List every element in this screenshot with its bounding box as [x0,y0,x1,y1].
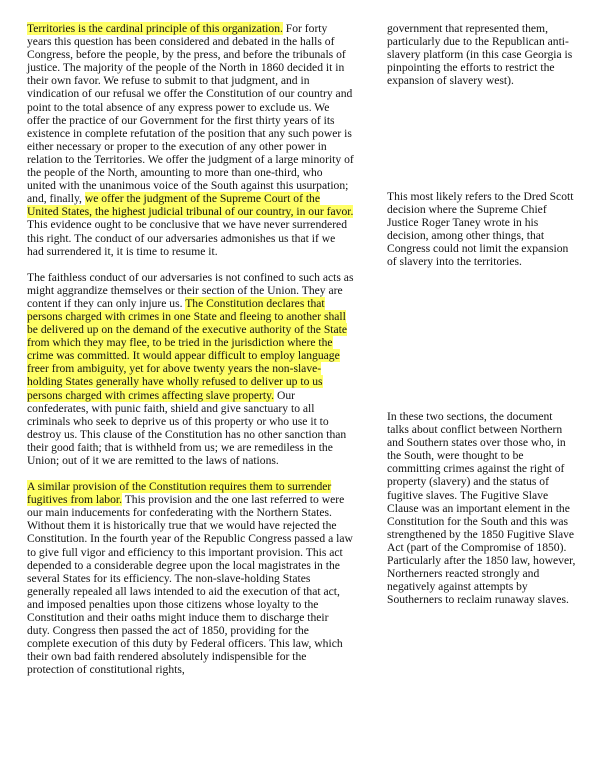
margin-note-2 [387,190,577,269]
text-run: The faithless conduct of our adversaries is not confined to such acts as might aggrandize themselves or their section of the Union. They are content if they can only injure us. [27,270,354,310]
text-run: For forty years this question has been considered and debated in the halls of Congress, before the people, by the press, and before the tribunals of justice. The majority of the people of the North in 1860 decided it in their own favor. We refuse to submit to that judgment, and in vindication of our refusal we offer the Constitution of our country and point to the total absence of any express power to exclude us. We offer the practice of our Government for the first thirty years of its existence in complete refutation of the position that any such power is either necessary or proper to the execution of any other power in relation to the Territories. We offer the judgment of a large minority of the people of the North, amounting to more than one-third, who united with the unanimous voice of the South against this usurpation; and, finally, [27,22,354,206]
text-run: The Constitution declares that persons charged with crimes in one State and fleeing to another shall be delivered up on the demand of the executive authority of the State from which they may flee, to be tried in the jurisdiction where the crime was committed. It would appear difficult to employ language freer from ambiguity, yet for above twenty years the non-slave-holding States generally have wholly refused to deliver up to us persons charged with crimes affecting slave property. [27,296,348,402]
margin-note-1 [387,22,577,87]
text-run: This evidence ought to be conclusive that we have never surrendered this right. The conduct of our adversaries admonishes us that if we had surrendered it, it is time to resume it. [27,218,347,258]
margin-note-text: government that represented them, particularly due to the Republican anti-slavery platform (in this case Georgia is pinpointing the efforts to restrict the expansion of slavery west). [387,22,573,88]
text-run: This provision and the one last referred to were our main inducements for confederating with the Northern States. Without them it is historically true that we would have rejected the Constitution. In the fourth year of the Republic Congress passed a law to give full vigor and efficiency to this important provision. This act depended to a considerable degree upon the local magistrates in the several States for its efficiency. The non-slave-holding States generally repealed all laws intended to aid the execution of that act, and imposed penalties upon those citizens whose loyalty to the Constitution and their oaths might induce them to discharge their duty. Congress then passed the act of 1850, providing for the complete execution of this duty by Federal officers. This law, which their own bad faith rendered absolutely indispensible for the protection of constitutional rights, [27,493,353,677]
text-run: we offer the judgment of the Supreme Court of the United States, the highest judicial tribunal of our country, in our favor. [27,192,354,219]
margin-note-text: This most likely refers to the Dred Scott decision where the Supreme Chief Justice Roger Taney wrote in his decision, among other things, that Congress could not limit the expansion of slavery into the territories. [387,190,574,269]
main-text-column [27,22,354,690]
text-run: Territories is the cardinal principle of this organization. [27,22,283,35]
margin-note-3 [387,410,577,606]
paragraph-fugitives [27,480,354,676]
paragraph-faithless-conduct [27,271,354,467]
text-run: Our confederates, with punic faith, shield and give sanctuary to all criminals who seek to deprive us of this property or who use it to destroy us. This clause of the Constitution has no other sanction than their good faith; that is withheld from us; we are remediless in the Union; out of it we are remitted to the laws of nations. [27,388,347,467]
margin-note-text: In these two sections, the document talks about conflict between Northern and Southern states over those who, in the South, were thought to be committing crimes against the right of property (slavery) and the status of fugitive slaves. The Fugitive Slave Clause was an important element in the Constitution for the South and this was strengthened by the 1850 Fugitive Slave Act (part of the Compromise of 1850). Particularly after the 1850 law, however, Northerners reacted strongly and negatively against attempts by Southerners to reclaim runaway slaves. [387,410,576,607]
paragraph-territories [27,22,354,258]
text-run: A similar provision of the Constitution requires them to surrender fugitives from labor. [27,480,332,507]
